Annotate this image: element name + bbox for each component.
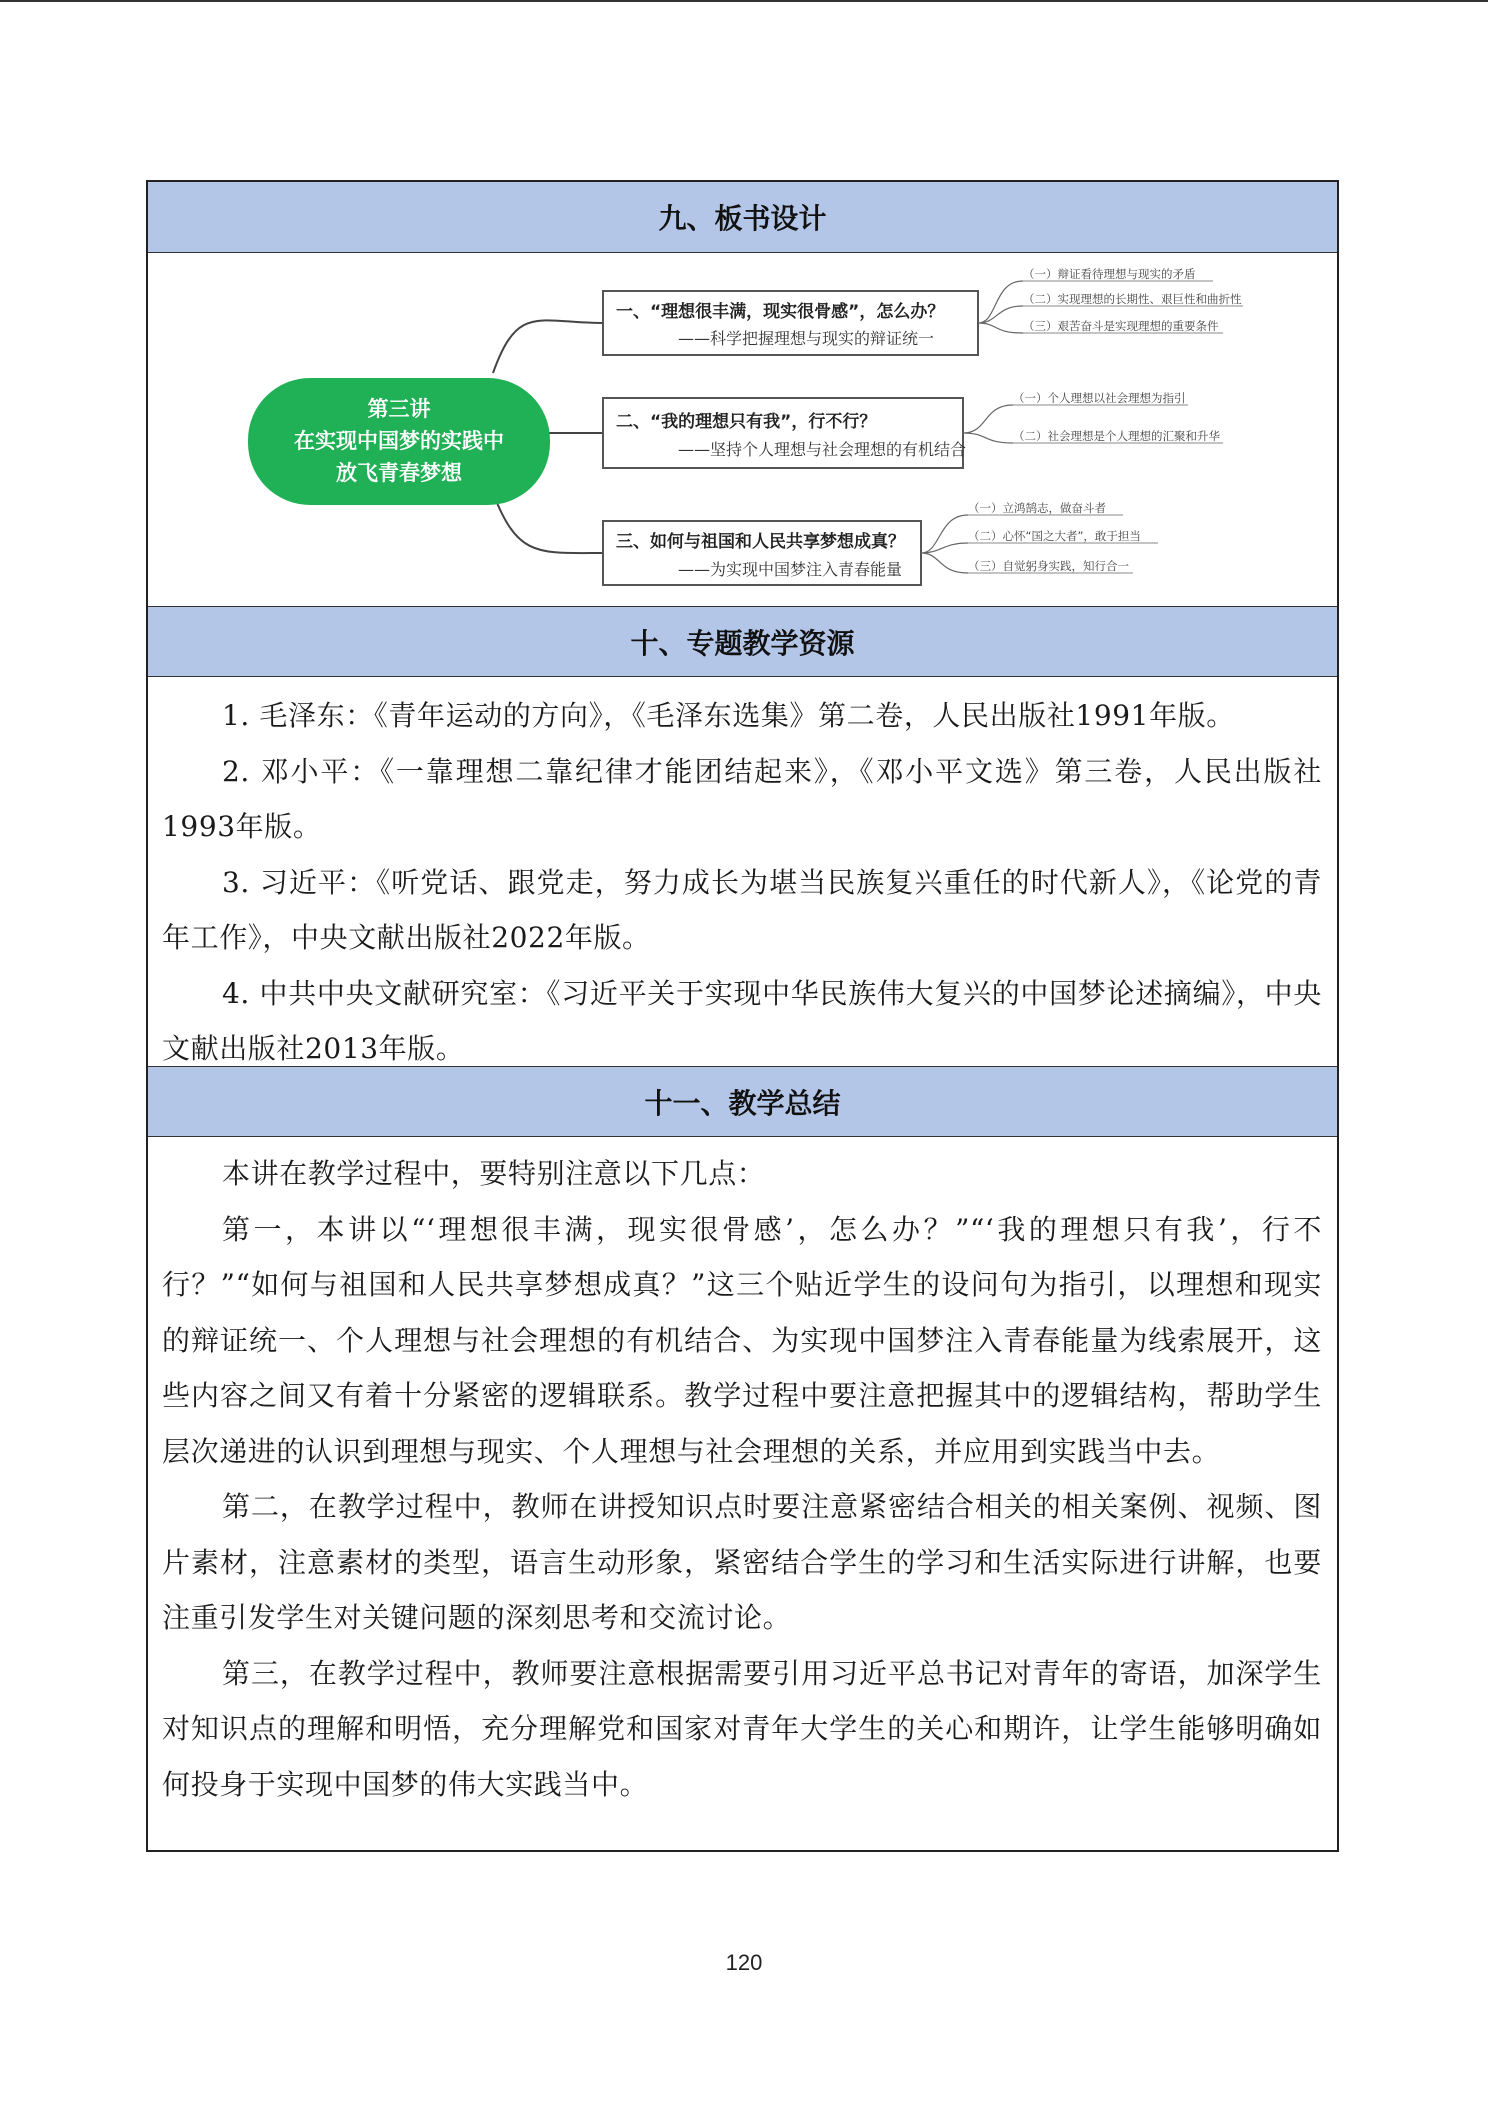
branch-2-leaf-2: （二）社会理想是个人理想的汇聚和升华 [1013, 429, 1220, 443]
center-line-3: 放飞青春梦想 [336, 461, 462, 485]
board-design-header [148, 182, 1337, 253]
branch-3-subtitle: ——为实现中国梦注入青春能量 [678, 560, 903, 579]
resource-item: 3. 习近平：《听党话、跟党走，努力成长为堪当民族复兴重任的时代新人》，《论党的青年工作》，中央文献出版社2022年版。 [162, 865, 1322, 954]
branch-2-bracket [963, 405, 1013, 443]
top-rule [0, 0, 1488, 2]
branch-2-title: 二、“我的理想只有我”，行不行？ [616, 412, 877, 432]
summary-body [162, 1146, 1322, 1812]
branch-3-title: 三、如何与祖国和人民共享梦想成真？ [616, 532, 905, 552]
branch-1-title: 一、“理想很丰满，现实很骨感”，怎么办？ [616, 302, 945, 322]
branch-2-leaf-1: （一）个人理想以社会理想为指引 [1013, 391, 1186, 405]
summary-paragraph: 第二，在教学过程中，教师在讲授知识点时要注意紧密结合相关的相关案例、视频、图片素材，注意素材的类型，语言生动形象，紧密结合学生的学习和生活实际进行讲解，也要注重引发学生对关键问题的深刻思考和交流讨论。 [162, 1490, 1322, 1634]
board-design-title: 九、板书设计 [658, 202, 827, 235]
page-number: 120 [725, 1950, 763, 1975]
branch-3-bracket [921, 515, 968, 573]
summary-paragraph: 第一，本讲以“‘理想很丰满，现实很骨感’，怎么办？”“‘我的理想只有我’，行不行？”“如何与祖国和人民共享梦想成真？”这三个贴近学生的设问句为指引，以理想和现实的辩证统一、个人理想与社会理想的有机结合、为实现中国梦注入青春能量为线索展开，这些内容之间又有着十分紧密的逻辑联系。教学过程中要注意把握其中的逻辑结构，帮助学生层次递进的认识到理想与现实、个人理想与社会理想的关系，并应用到实践当中去。 [162, 1212, 1322, 1468]
summary-paragraph: 本讲在教学过程中，要特别注意以下几点： [222, 1157, 766, 1190]
branch-1-leaf-2: （二）实现理想的长期性、艰巨性和曲折性 [1023, 292, 1242, 306]
branch-3-leaf-2: （二）心怀“国之大者”，敢于担当 [968, 529, 1141, 543]
resources-title: 十、专题教学资源 [630, 626, 855, 660]
center-line-1: 第三讲 [367, 397, 431, 421]
branch-3-leaf-1: （一）立鸿鹄志，做奋斗者 [968, 501, 1106, 515]
branch-1-bracket [978, 281, 1023, 333]
summary-title: 十一、教学总结 [644, 1086, 841, 1120]
branch-1-subtitle: ——科学把握理想与现实的辩证统一 [678, 329, 935, 348]
document-table [146, 180, 1339, 1852]
resources-header [148, 606, 1337, 677]
resource-item: 4. 中共中央文献研究室：《习近平关于实现中华民族伟大复兴的中国梦论述摘编》，中央文献出版社2013年版。 [162, 976, 1322, 1065]
center-line-2: 在实现中国梦的实践中 [294, 429, 504, 453]
resources-list [162, 688, 1322, 1077]
summary-header [148, 1066, 1337, 1137]
mind-map [148, 253, 1337, 606]
branch-1-leaf-3: （三）艰苦奋斗是实现理想的重要条件 [1023, 319, 1219, 333]
branch-2-subtitle: ——坚持个人理想与社会理想的有机结合 [678, 440, 967, 459]
branch-1-leaf-1: （一）辩证看待理想与现实的矛盾 [1023, 267, 1196, 281]
connector-1 [493, 320, 603, 373]
resource-item: 2. 邓小平：《一靠理想二靠纪律才能团结起来》，《邓小平文选》第三卷，人民出版社1993年版。 [162, 754, 1322, 843]
connector-3 [493, 493, 603, 553]
resource-item: 1. 毛泽东：《青年运动的方向》，《毛泽东选集》第二卷，人民出版社1991年版。 [222, 699, 1235, 732]
branch-3-leaf-3: （三）自觉躬身实践，知行合一 [968, 559, 1129, 573]
summary-paragraph: 第三，在教学过程中，教师要注意根据需要引用习近平总书记对青年的寄语，加深学生对知识点的理解和明悟，充分理解党和国家对青年大学生的关心和期许，让学生能够明确如何投身于实现中国梦的伟大实践当中。 [162, 1656, 1322, 1801]
